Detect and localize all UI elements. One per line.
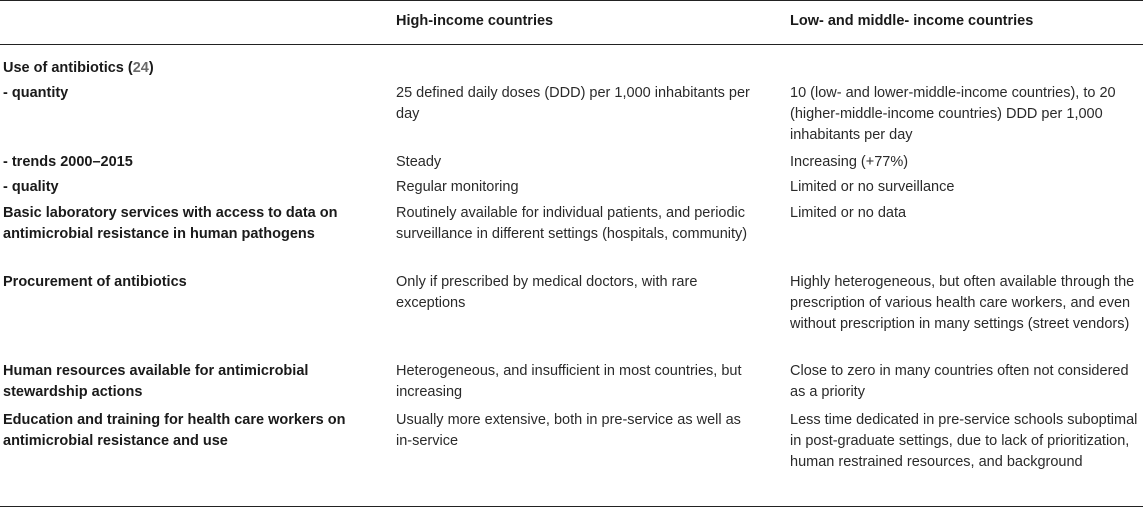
row-label: Procurement of antibiotics — [3, 274, 187, 290]
row-label: - quantity — [3, 85, 69, 101]
row-label: Basic laboratory services with access to data on antimicrobial resistance in human pathogens — [3, 205, 338, 242]
row-low-income-value: Limited or no surveillance — [790, 179, 955, 195]
row-label: Human resources available for antimicrobial stewardship actions — [3, 363, 309, 400]
row-label: - quality — [3, 179, 59, 195]
row-high-income-value: Usually more extensive, both in pre-service as well as in-service — [396, 412, 741, 449]
row-low-income-value: Highly heterogeneous, but often available through the prescription of various health care workers, and even without prescription in many settings (street vendors) — [790, 274, 1135, 332]
row-high-income-value: Heterogeneous, and insufficient in most countries, but increasing — [396, 363, 742, 400]
row-high-income-value: Only if prescribed by medical doctors, with rare exceptions — [396, 274, 698, 311]
row-label: - trends 2000–2015 — [3, 154, 133, 170]
row-high-income-value: Regular monitoring — [396, 179, 519, 195]
row-low-income-value: Increasing (+77%) — [790, 154, 909, 170]
row-low-income-value: Less time dedicated in pre-service schools suboptimal in post-graduate settings, due to lack of prioritization, human restrained resources, and background — [790, 412, 1138, 470]
row-label: Education and training for health care workers on antimicrobial resistance and use — [3, 412, 346, 449]
row-label: Use of antibiotics (24) — [3, 60, 154, 76]
header-col-high-income: High-income countries — [396, 13, 554, 29]
header-col-low-middle-income: Low- and middle- income countries — [790, 13, 1034, 29]
row-high-income-value: Steady — [396, 154, 442, 170]
reference-link[interactable]: 24 — [132, 60, 149, 76]
table-header-rule — [0, 44, 1143, 45]
row-low-income-value: 10 (low- and lower-middle-income countries), to 20 (higher-middle-income countries) DDD per 1,000 inhabitants per day — [790, 85, 1116, 143]
row-high-income-value: Routinely available for individual patients, and periodic surveillance in different settings (hospitals, community) — [396, 205, 748, 242]
table-top-rule — [0, 0, 1143, 1]
row-high-income-value: 25 defined daily doses (DDD) per 1,000 inhabitants per day — [396, 85, 750, 122]
row-low-income-value: Close to zero in many countries often not considered as a priority — [790, 363, 1129, 400]
row-low-income-value: Limited or no data — [790, 205, 907, 221]
table-bottom-rule — [0, 506, 1143, 507]
